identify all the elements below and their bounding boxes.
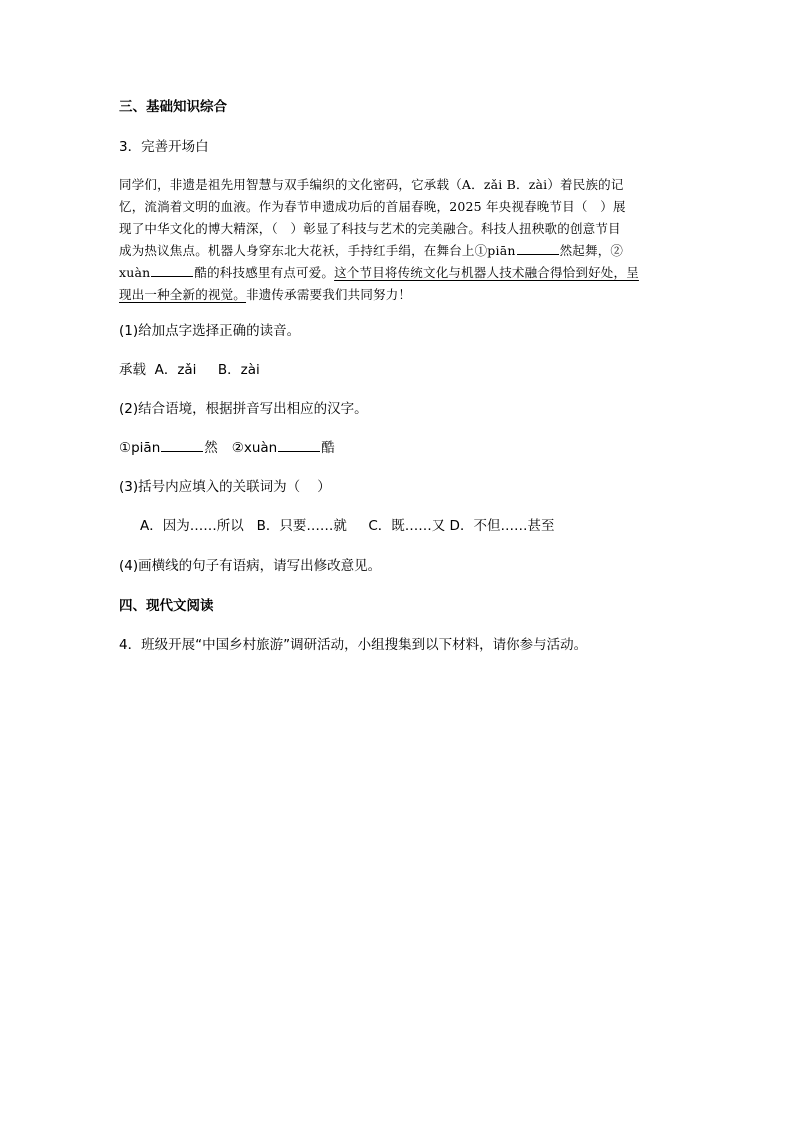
sub-question-2: (2)结合语境，根据拼音写出相应的汉字。 [119, 401, 368, 417]
pian-answer-blank[interactable] [161, 439, 203, 452]
passage-line-5 [119, 264, 639, 282]
question-3-title: 3．完善开场白 [119, 139, 209, 155]
underlined-sentence-part-2: 现出一种全新的视觉。 [119, 287, 247, 302]
sub-question-3: (3)括号内应填入的关联词为（ ） [119, 479, 331, 495]
section-heading-basic-knowledge: 三、基础知识综合 [119, 99, 227, 115]
pian-blank[interactable] [517, 242, 559, 255]
passage-line-4 [119, 242, 623, 260]
xuan-answer-blank[interactable] [278, 439, 320, 452]
sub-question-2-blanks [119, 439, 335, 457]
passage-line-4-tail: 然起舞，② [559, 243, 624, 258]
pian-char: 然 [204, 440, 218, 456]
sub-question-4: (4)画横线的句子有语病，请写出修改意见。 [119, 558, 382, 574]
passage-line-3: 现了中华文化的博大精深，（ ）彰显了科技与艺术的完美融合。科技人扭秧歌的创意节目 [119, 221, 621, 236]
sub-question-1: (1)给加点字选择正确的读音。 [119, 323, 301, 339]
pian-label: ①piān [119, 440, 161, 456]
passage-line-5-text: 酷的科技感里有点可爱。 [194, 265, 335, 280]
xuan-blank[interactable] [151, 264, 193, 277]
passage-line-2: 忆，流淌着文明的血液。作为春节申遗成功后的首届春晚，2025 年央视春晚节目（ ）展 [119, 199, 626, 214]
question-4-title: 4．班级开展“中国乡村旅游”调研活动，小组搜集到以下材料，请你参与活动。 [119, 637, 588, 653]
passage-line-1: 同学们，非遗是祖先用智慧与双手编织的文化密码，它承载（A．zǎi B．zài）着民族的记 [119, 177, 624, 192]
sub-question-3-options: A．因为……所以 B．只要……就 C．既……又 D．不但……甚至 [140, 518, 555, 534]
passage-line-6-text: 非遗传承需要我们共同努力！ [246, 287, 412, 302]
underlined-sentence-part-1: 这个节目将传统文化与机器人技术融合得恰到好处，呈 [334, 265, 639, 280]
passage-line-4-text: 成为热议焦点。机器人身穿东北大花袄，手持红手绢，在舞台上①piān [119, 243, 516, 258]
xuan-char: 酷 [321, 440, 335, 456]
passage-line-5-pinyin: xuàn [119, 265, 151, 280]
xuan-label: ②xuàn [231, 440, 278, 456]
passage-line-6 [119, 286, 411, 304]
section-heading-modern-reading: 四、现代文阅读 [119, 598, 214, 614]
sub-question-1-options: 承载 A．zǎi B．zài [119, 362, 260, 378]
